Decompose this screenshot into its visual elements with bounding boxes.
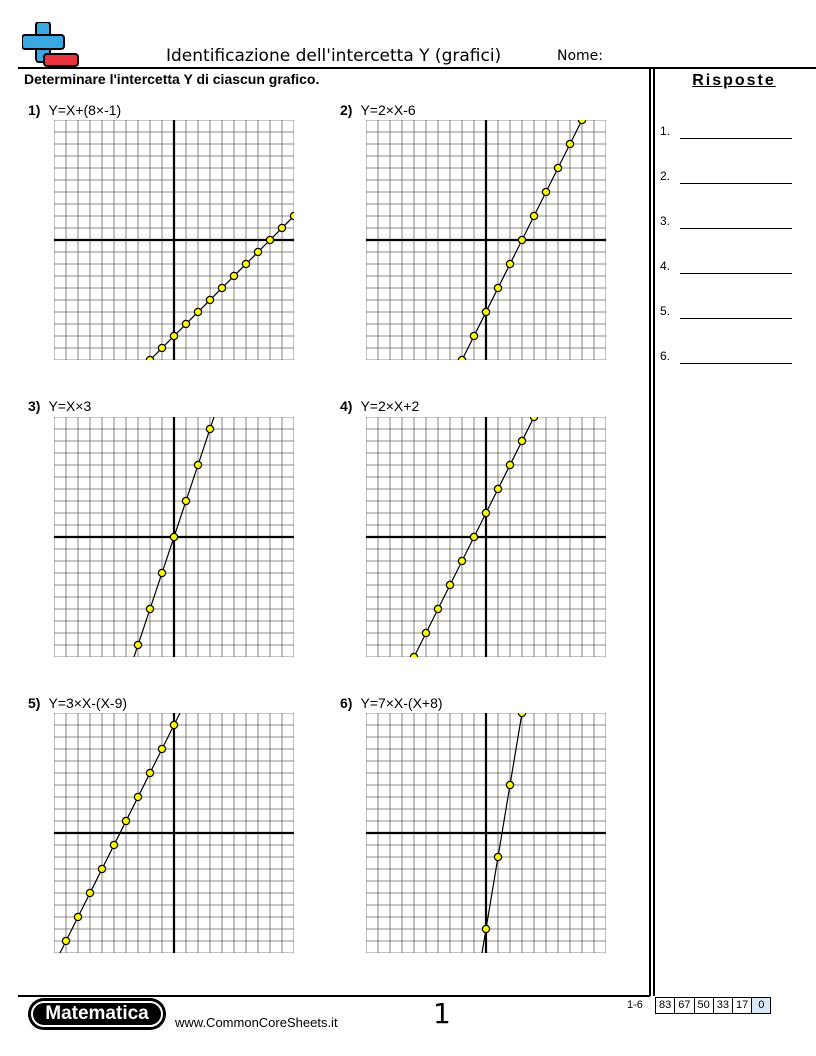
plot-point: [170, 721, 177, 728]
plot-point: [242, 260, 249, 267]
problem-equation: Y=X×3: [48, 398, 92, 414]
plot-point: [494, 853, 501, 860]
plot-point: [422, 629, 429, 636]
answer-field-1[interactable]: [680, 138, 792, 139]
problem-number: 2): [340, 102, 353, 118]
score-box: 83: [655, 997, 675, 1014]
plot-point: [494, 485, 501, 492]
plot-point: [458, 557, 465, 564]
problem-label-1: [28, 102, 121, 118]
score-box: 67: [674, 997, 694, 1014]
brand-badge: [28, 998, 166, 1030]
worksheet-title: Identificazione dell'intercetta Y (grafici): [166, 46, 502, 66]
problem-label-6: [340, 695, 443, 711]
plot-point: [74, 913, 81, 920]
answer-field-5[interactable]: [680, 318, 792, 319]
problem-label-5: [28, 695, 127, 711]
plot-point: [482, 509, 489, 516]
score-box: 0: [751, 997, 771, 1014]
plot-point: [206, 296, 213, 303]
plot-point: [194, 308, 201, 315]
coordinate-grid-6: [366, 713, 606, 953]
plot-point: [98, 865, 105, 872]
problem-number: 5): [28, 695, 41, 711]
score-box: 50: [694, 997, 714, 1014]
plot-point: [134, 641, 141, 648]
problem-number: 4): [340, 398, 353, 414]
plot-point: [518, 437, 525, 444]
problem-equation: Y=2×X-6: [360, 102, 416, 118]
plot-point: [158, 745, 165, 752]
plot-point: [470, 332, 477, 339]
page-number: 1: [433, 997, 451, 1030]
plot-point: [530, 417, 537, 421]
plot-point: [446, 581, 453, 588]
plot-point: [278, 224, 285, 231]
answer-label-2: 2.: [660, 169, 671, 183]
problem-number: 3): [28, 398, 41, 414]
plot-point: [146, 605, 153, 612]
name-label: Nome:: [557, 48, 604, 64]
coordinate-grid-3: [54, 417, 294, 657]
plot-point: [470, 533, 477, 540]
footer-url: www.CommonCoreSheets.it: [175, 1015, 338, 1030]
score-boxes: [656, 997, 771, 1014]
brand-label: Matematica: [45, 1003, 149, 1024]
plot-point: [578, 120, 585, 124]
footer-divider: [18, 995, 650, 997]
plot-point: [506, 461, 513, 468]
answer-column-divider: [649, 67, 651, 996]
coordinate-grid-2: [366, 120, 606, 360]
answer-field-6[interactable]: [680, 363, 792, 364]
answer-column-divider-inner: [653, 67, 655, 996]
problem-label-2: [340, 102, 416, 118]
plot-point: [146, 356, 153, 360]
answer-label-6: 6.: [660, 349, 671, 363]
header-divider: [18, 67, 816, 69]
problem-equation: Y=2×X+2: [360, 398, 420, 414]
answers-title: Risposte: [692, 72, 776, 89]
plot-point: [458, 356, 465, 360]
plot-point: [554, 164, 561, 171]
plot-point: [62, 937, 69, 944]
answer-field-4[interactable]: [680, 273, 792, 274]
plot-point: [182, 320, 189, 327]
problem-label-4: [340, 398, 419, 414]
plot-point: [494, 284, 501, 291]
plot-point: [518, 236, 525, 243]
problem-equation: Y=X+(8×-1): [48, 102, 122, 118]
answer-field-2[interactable]: [680, 183, 792, 184]
plot-point: [566, 140, 573, 147]
plot-point: [146, 769, 153, 776]
plot-point: [482, 308, 489, 315]
problem-number: 6): [340, 695, 353, 711]
plot-point: [110, 841, 117, 848]
plot-point: [266, 236, 273, 243]
plot-point: [86, 889, 93, 896]
problem-number: 1): [28, 102, 41, 118]
plot-point: [122, 817, 129, 824]
answer-label-4: 4.: [660, 259, 671, 273]
answer-label-3: 3.: [660, 214, 671, 228]
coordinate-grid-4: [366, 417, 606, 657]
plot-point: [254, 248, 261, 255]
plot-point: [218, 284, 225, 291]
score-range-label: 1-6: [627, 999, 643, 1011]
answer-field-3[interactable]: [680, 228, 792, 229]
coordinate-grid-1: [54, 120, 294, 360]
logo-icon: [22, 22, 80, 68]
plot-point: [482, 925, 489, 932]
plot-point: [170, 332, 177, 339]
plot-point: [290, 212, 294, 219]
problem-label-3: [28, 398, 91, 414]
plot-point: [434, 605, 441, 612]
plot-point: [170, 533, 177, 540]
plot-point: [194, 461, 201, 468]
plot-point: [134, 793, 141, 800]
plot-point: [506, 781, 513, 788]
plot-point: [158, 569, 165, 576]
plot-point: [530, 212, 537, 219]
problem-equation: Y=7×X-(X+8): [360, 695, 443, 711]
answer-label-5: 5.: [660, 304, 671, 318]
score-box: 33: [713, 997, 733, 1014]
plot-point: [230, 272, 237, 279]
score-box: 17: [732, 997, 752, 1014]
coordinate-grid-5: [54, 713, 294, 953]
plot-point: [518, 713, 525, 717]
brand-border: [31, 1001, 163, 1027]
plot-point: [182, 497, 189, 504]
plot-point: [542, 188, 549, 195]
plot-point: [410, 653, 417, 657]
problem-equation: Y=3×X-(X-9): [48, 695, 128, 711]
plot-point: [506, 260, 513, 267]
plot-point: [206, 425, 213, 432]
plot-point: [158, 344, 165, 351]
instructions: Determinare l'intercetta Y di ciascun grafico.: [24, 71, 320, 87]
answer-label-1: 1.: [660, 124, 671, 138]
